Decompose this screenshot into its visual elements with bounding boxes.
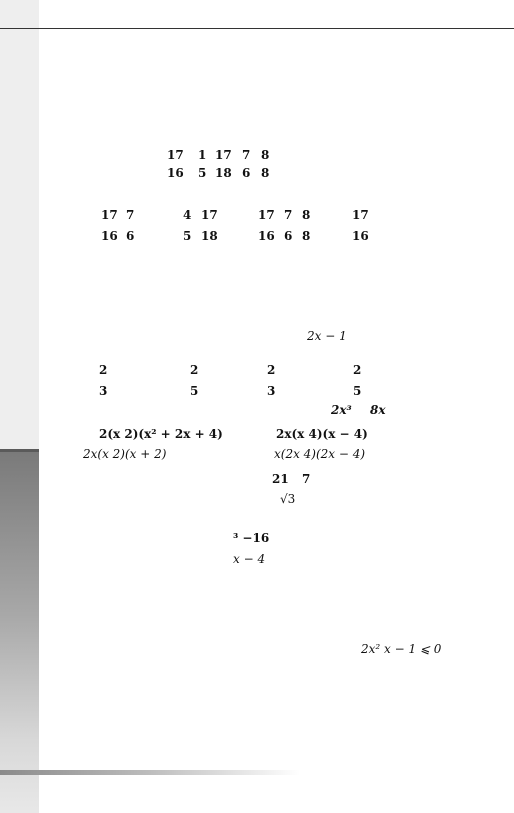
option-num: 2 — [353, 363, 362, 377]
option-d-num: 17 — [352, 208, 369, 222]
expression-2x-cubed: 2x³ — [331, 403, 352, 417]
number-21: 21 — [272, 472, 289, 486]
fraction-numerator: 17 — [215, 148, 232, 162]
option-c-num: 17 — [258, 208, 275, 222]
expression-denominator: x − 4 — [233, 552, 266, 566]
fraction-numerator: 8 — [261, 148, 270, 162]
header-rule — [0, 28, 514, 29]
fraction-denominator: 8 — [261, 166, 270, 180]
option-c-den: 8 — [302, 229, 311, 243]
expression-numerator: ³ −16 — [233, 531, 270, 545]
option-b-num: 4 — [183, 208, 192, 222]
option-c-num: 8 — [302, 208, 311, 222]
option-den: 3 — [99, 384, 108, 398]
option-num: 2 — [267, 363, 276, 377]
option-a-den: 6 — [126, 229, 135, 243]
factor-option-c: 2x(x 2)(x + 2) — [83, 447, 167, 461]
option-c-den: 6 — [284, 229, 293, 243]
expression-8x: 8x — [370, 403, 386, 417]
fraction-denominator: 6 — [242, 166, 251, 180]
page-margin-gradient — [0, 452, 39, 813]
fraction-numerator: 17 — [167, 148, 184, 162]
option-b-den: 5 — [183, 229, 192, 243]
fraction-denominator: 16 — [167, 166, 184, 180]
option-den: 3 — [267, 384, 276, 398]
option-b-num: 17 — [201, 208, 218, 222]
option-a-num: 7 — [126, 208, 135, 222]
option-num: 2 — [190, 363, 199, 377]
fraction-denominator: 18 — [215, 166, 232, 180]
option-den: 5 — [353, 384, 362, 398]
factor-option-b: 2x(x 4)(x − 4) — [276, 427, 368, 441]
option-a-num: 17 — [101, 208, 118, 222]
page-margin-strip — [0, 0, 39, 452]
factor-option-a: 2(x 2)(x² + 2x + 4) — [99, 427, 223, 441]
option-d-den: 16 — [352, 229, 369, 243]
inequality-expression: 2x² x − 1 ⩽ 0 — [361, 642, 442, 656]
expression-2x-minus-1: 2x − 1 — [307, 329, 347, 343]
fraction-numerator: 7 — [242, 148, 251, 162]
option-c-num: 7 — [284, 208, 293, 222]
sqrt-3: √3 — [280, 492, 296, 506]
option-a-den: 16 — [101, 229, 118, 243]
footer-rule — [0, 770, 300, 775]
factor-option-d: x(2x 4)(2x − 4) — [274, 447, 366, 461]
option-b-den: 18 — [201, 229, 218, 243]
number-7: 7 — [302, 472, 311, 486]
fraction-numerator: 1 — [198, 148, 207, 162]
option-num: 2 — [99, 363, 108, 377]
option-den: 5 — [190, 384, 199, 398]
option-c-den: 16 — [258, 229, 275, 243]
fraction-denominator: 5 — [198, 166, 207, 180]
